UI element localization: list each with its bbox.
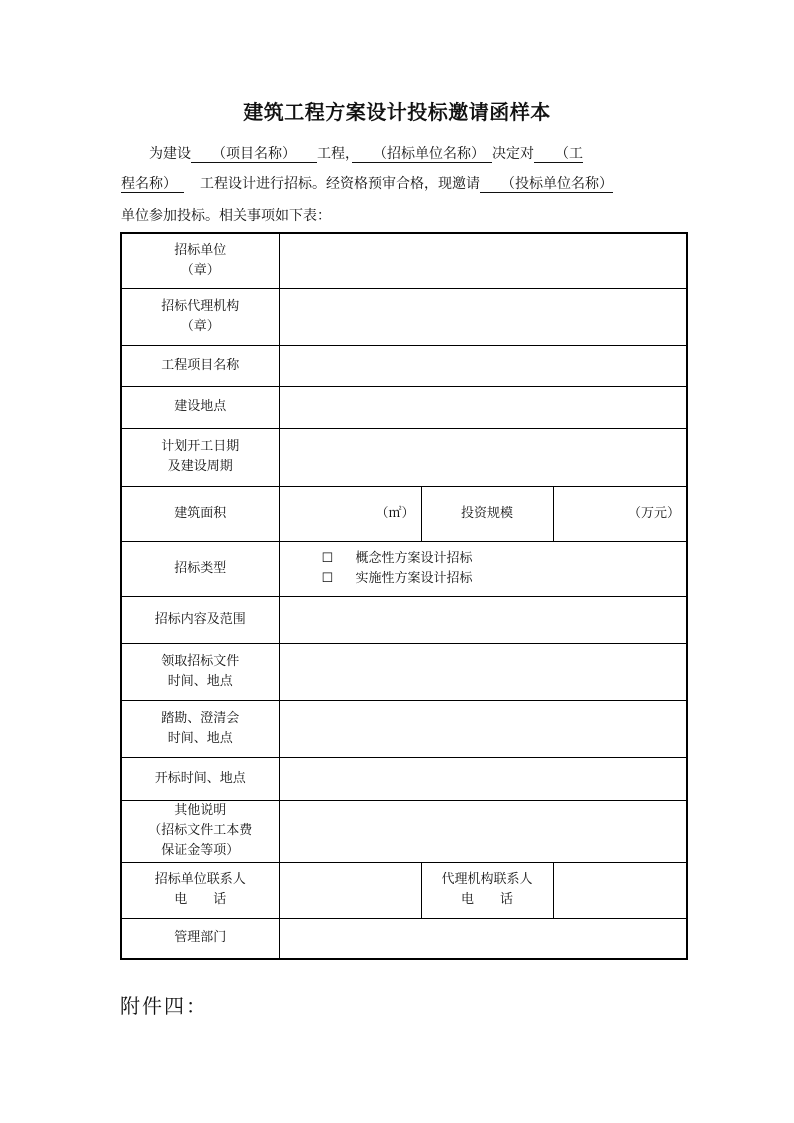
scope-label: 招标内容及范围 [121, 596, 279, 643]
dept-label: 管理部门 [121, 918, 279, 959]
agency-contact-value [553, 862, 687, 918]
agency-contact-label: 代理机构联系人 电 话 [421, 862, 553, 918]
agency-label: 招标代理机构 （章） [121, 288, 279, 345]
intro-line-1 [121, 139, 677, 169]
other-label: 其他说明 （招标文件工本费 保证金等项） [121, 800, 279, 862]
table-row [121, 800, 687, 862]
table-row [121, 288, 687, 345]
investment-label: 投资规模 [421, 486, 553, 541]
location-label: 建设地点 [121, 386, 279, 428]
other-value [279, 800, 687, 862]
type-options [279, 541, 687, 596]
project-name-label: 工程项目名称 [121, 345, 279, 386]
tenderer-name-blank: （招标单位名称） [380, 146, 478, 162]
docs-value [279, 643, 687, 700]
table-row [121, 386, 687, 428]
tenderer-unit-label: 招标单位 （章） [121, 233, 279, 288]
survey-value [279, 700, 687, 757]
intro-line-3: 单位参加投标。相关事项如下表： [121, 208, 331, 224]
intro-text: 为建设 [149, 146, 191, 162]
project-name-value [279, 345, 687, 386]
table-row [121, 233, 687, 288]
docs-label: 领取招标文件 时间、地点 [121, 643, 279, 700]
table-row [121, 428, 687, 486]
checkbox-icon[interactable]: ☐ [321, 550, 334, 566]
annex-heading: 附件四： [120, 994, 208, 1018]
engineering-name-blank: （工 [562, 146, 583, 162]
table-row [121, 541, 687, 596]
table-row [121, 700, 687, 757]
investment-unit: （万元） [553, 486, 687, 541]
intro-text: 决定对 [492, 146, 534, 162]
survey-label: 踏勘、澄清会 时间、地点 [121, 700, 279, 757]
intro-line-2 [121, 169, 677, 199]
intro-text: 工程， [317, 146, 352, 162]
schedule-label: 计划开工日期 及建设周期 [121, 428, 279, 486]
bidder-name-blank: （投标单位名称） [508, 176, 613, 192]
table-row [121, 486, 687, 541]
invitation-form-table [120, 232, 688, 960]
table-row [121, 643, 687, 700]
location-value [279, 386, 687, 428]
project-name-blank: （项目名称） [219, 146, 289, 162]
contact-value [279, 862, 421, 918]
engineering-name-blank-cont: 程名称） [121, 176, 170, 192]
area-unit: （㎡） [279, 486, 421, 541]
opening-label: 开标时间、地点 [121, 757, 279, 800]
area-label: 建筑面积 [121, 486, 279, 541]
table-row [121, 596, 687, 643]
type-label: 招标类型 [121, 541, 279, 596]
document-title: 建筑工程方案设计投标邀请函样本 [243, 100, 551, 124]
dept-value [279, 918, 687, 959]
tenderer-unit-value [279, 233, 687, 288]
schedule-value [279, 428, 687, 486]
intro-text: 工程设计进行招标。经资格预审合格，现邀请 [200, 176, 480, 192]
contact-label: 招标单位联系人 电 话 [121, 862, 279, 918]
agency-value [279, 288, 687, 345]
checkbox-icon[interactable]: ☐ [321, 570, 334, 586]
type-option-implementation[interactable]: ☐ 实施性方案设计招标 [286, 569, 681, 589]
table-row [121, 862, 687, 918]
table-row [121, 757, 687, 800]
table-row [121, 345, 687, 386]
table-row [121, 918, 687, 959]
opening-value [279, 757, 687, 800]
scope-value [279, 596, 687, 643]
type-option-conceptual[interactable]: ☐ 概念性方案设计招标 [286, 549, 681, 569]
